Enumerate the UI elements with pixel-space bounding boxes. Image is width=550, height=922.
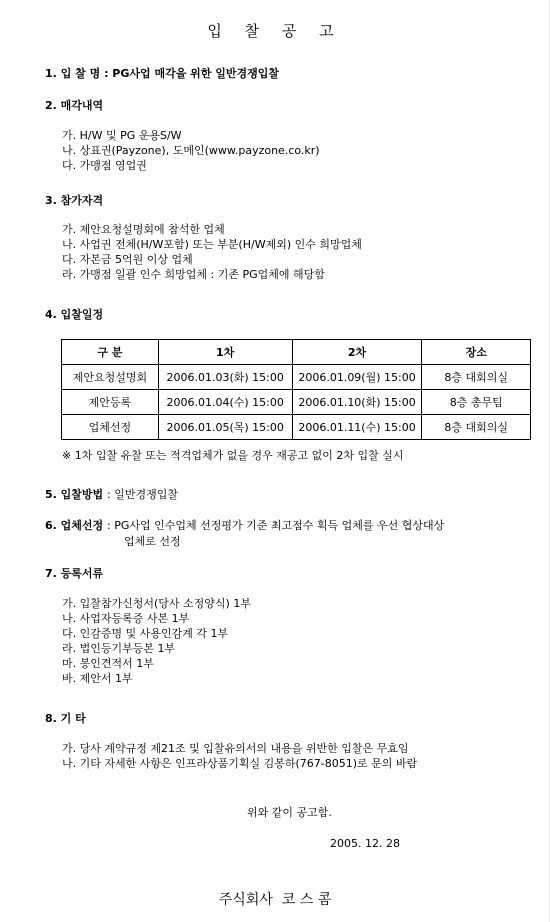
- section-2-list: [62, 128, 320, 173]
- table-cell: 2006.01.05(목) 15:00: [158, 415, 292, 440]
- list-item: 마. 봉인견적서 1부: [62, 657, 154, 670]
- page-title: 입 찰 공 고: [207, 22, 343, 40]
- table-cell: 8층 대회의실: [422, 415, 531, 440]
- closing-text: 위와 같이 공고함.: [247, 806, 332, 819]
- section-5-label: 5. 입찰방법: [45, 488, 104, 501]
- table-cell: 업체선정: [62, 415, 159, 440]
- section-6-value-line2: 업체로 선정: [124, 535, 181, 548]
- section-7-heading: 7. 등록서류: [45, 567, 104, 580]
- section-4-heading: 4. 입찰일정: [45, 308, 104, 321]
- list-item: 나. 상표권(Payzone), 도메인(www.payzone.co.kr): [62, 144, 320, 157]
- schedule-note: ※ 1차 입찰 유찰 또는 적격업체가 없을 경우 재공고 없이 2차 입찰 실시: [62, 449, 404, 462]
- table-cell: 2006.01.09(월) 15:00: [292, 365, 422, 390]
- table-header-row: [62, 340, 531, 365]
- table-header-cell: 1차: [158, 340, 292, 365]
- list-item: 나. 사업자등록증 사본 1부: [62, 612, 190, 625]
- company-name: 주식회사 코 스 콤: [218, 892, 332, 908]
- schedule-table: [61, 339, 531, 440]
- list-item: 바. 제안서 1부: [62, 672, 133, 685]
- list-item: 다. 인감증명 및 사용인감계 각 1부: [62, 627, 229, 640]
- table-header-cell: 2차: [292, 340, 422, 365]
- section-3-list: [62, 222, 362, 282]
- table-cell: 8층 대회의실: [422, 365, 531, 390]
- announcement-date: 2005. 12. 28: [330, 837, 400, 850]
- table-row: [62, 365, 531, 390]
- list-item: 라. 가맹점 일괄 인수 희망업체 : 기존 PG업체에 해당함: [62, 268, 325, 281]
- list-item: 라. 법인등기부등본 1부: [62, 642, 176, 655]
- section-1-number: 1.: [45, 67, 57, 80]
- table-cell: 2006.01.04(수) 15:00: [158, 390, 292, 415]
- list-item: 다. 자본금 5억원 이상 업체: [62, 253, 193, 266]
- table-cell: 8층 총무팀: [422, 390, 531, 415]
- list-item: 다. 가맹점 영업권: [62, 159, 147, 172]
- section-6-label: 6. 업체선정: [45, 519, 104, 532]
- section-7-list: [62, 596, 251, 686]
- table-header-cell: 장소: [422, 340, 531, 365]
- table-cell: 제안요청설명회: [62, 365, 159, 390]
- section-2-heading: 2. 매각내역: [45, 99, 104, 112]
- section-6-value-line1: : PG사업 인수업체 선정평가 기준 최고점수 획득 업체를 우선 협상대상: [107, 519, 445, 532]
- table-cell: 2006.01.10(화) 15:00: [292, 390, 422, 415]
- list-item: 가. 제안요청설명회에 참석한 업체: [62, 223, 225, 236]
- section-1-heading: [45, 65, 279, 81]
- section-5-value: : 일반경쟁입찰: [107, 488, 178, 501]
- section-8-list: [62, 741, 417, 771]
- table-row: [62, 390, 531, 415]
- list-item: 가. 입찰참가신청서(당사 소정양식) 1부: [62, 597, 251, 610]
- section-5-heading: [45, 486, 178, 502]
- section-3-heading: 3. 참가자격: [45, 194, 104, 207]
- table-cell: 제안등록: [62, 390, 159, 415]
- section-6-heading: [45, 517, 444, 533]
- section-8-heading: 8. 기 타: [45, 712, 86, 725]
- section-1-value: : PG사업 매각을 위한 일반경쟁입찰: [104, 67, 280, 80]
- list-item: 나. 사업권 전체(H/W포함) 또는 부분(H/W제외) 인수 희망업체: [62, 238, 362, 251]
- list-item: 가. 당사 계약규정 제21조 및 입찰유의서의 내용을 위반한 입찰은 무효임: [62, 742, 409, 755]
- table-cell: 2006.01.03(화) 15:00: [158, 365, 292, 390]
- table-cell: 2006.01.11(수) 15:00: [292, 415, 422, 440]
- section-1-label: 입 찰 명: [60, 67, 101, 80]
- table-row: [62, 415, 531, 440]
- list-item: 나. 기타 자세한 사항은 인프라상품기획실 김봉하(767-8051)로 문의 바람: [62, 757, 418, 770]
- list-item: 가. H/W 및 PG 운용S/W: [62, 129, 182, 142]
- table-header-cell: 구 분: [62, 340, 159, 365]
